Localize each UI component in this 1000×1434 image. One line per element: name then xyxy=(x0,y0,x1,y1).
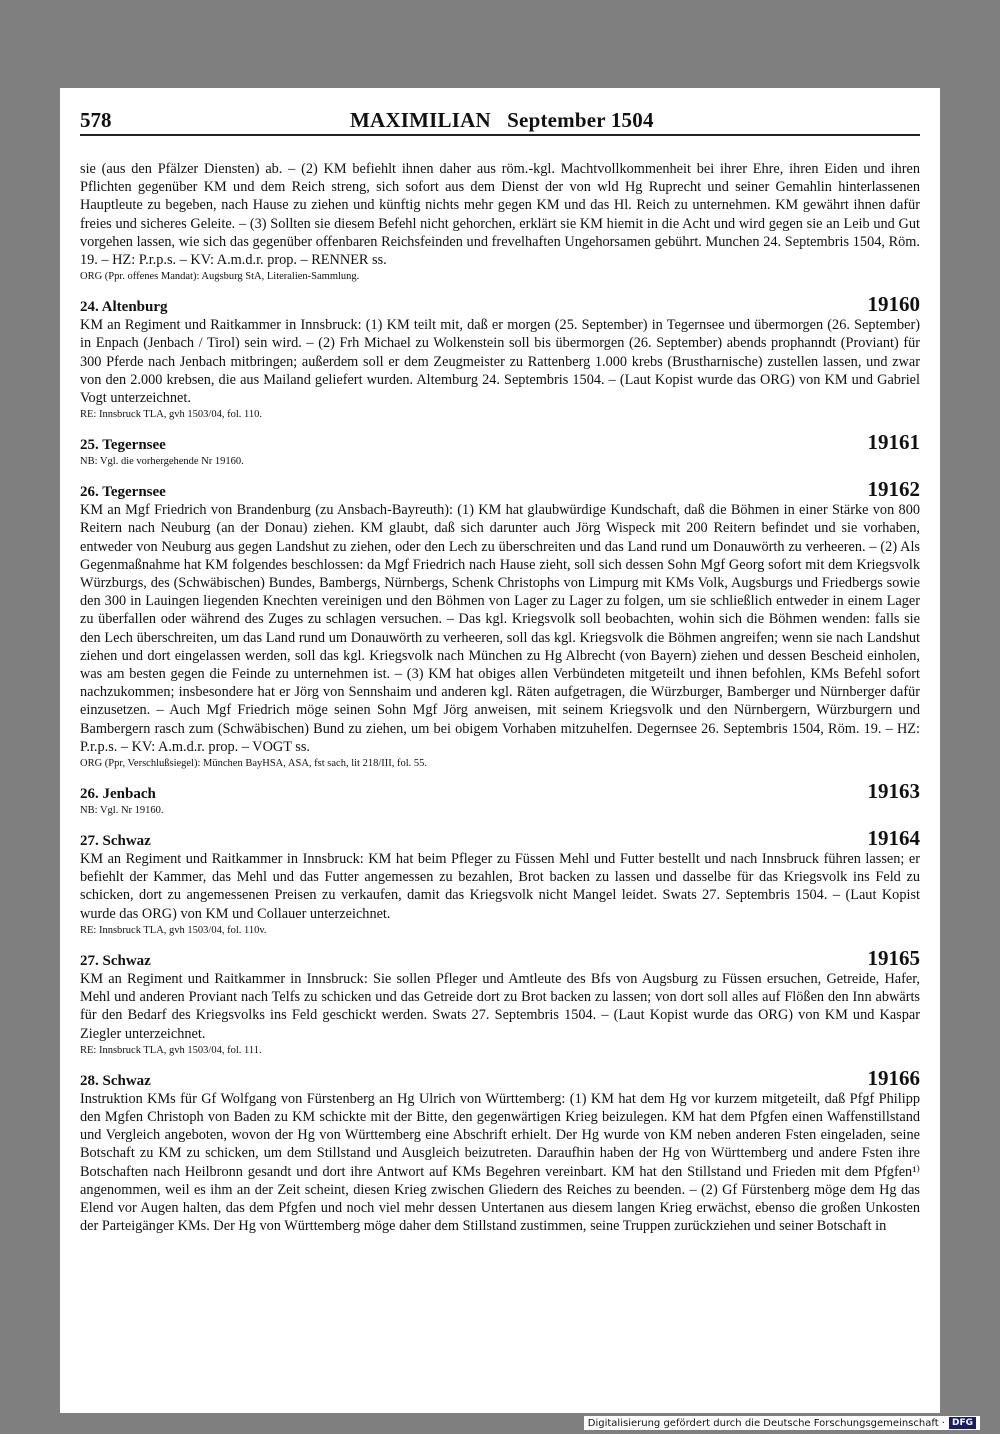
entry-location: 26. Jenbach xyxy=(80,786,156,803)
entry-location: 27. Schwaz xyxy=(80,833,151,850)
intro-text: sie (aus den Pfälzer Diensten) ab. – (2) KM befiehlt ihnen daher aus röm.-kgl. Machtvollkommenheit bei ihrer Ehre, ihren Eiden und ihren Pflichten gegenüber KM und dem Reich streng, sich sofort aus dem Dienst der von wld Hg Ruprecht und seiner Gemahlin hinterlassenen Hauptleute zu begeben, nach Hause zu ziehen und künftig nichts mehr gegen KM und das Hl. Reich zu unternehmen. KM gewährt ihnen dafür freies und sicheres Geleite. – (3) Sollten sie diesem Befehl nicht gehorchen, erklärt sie KM hiemit in die Acht und wird gegen sie an Leib und Gut vorgehen lassen, wie sich das gegenüber offenbaren Reichsfeinden und frevelhaften Ungehorsamen gebührt. Munchen 24. Septembris 1504, Röm. 19. – HZ: P.r.p.s. – KV: A.m.d.r. prop. – RENNER ss. xyxy=(80,161,920,269)
running-title: MAXIMILIAN September 1504 xyxy=(350,108,654,132)
entry-location: 28. Schwaz xyxy=(80,1072,151,1089)
footer-text: Digitalisierung gefördert durch die Deutsche Forschungsgemeinschaft · xyxy=(587,1417,945,1429)
entry xyxy=(80,293,920,422)
entry-source: NB: Vgl. Nr 19160. xyxy=(80,805,164,817)
entry xyxy=(80,431,920,469)
entry-number: 19160 xyxy=(867,292,920,317)
entry-location: 26. Tegernsee xyxy=(80,484,166,501)
intro-source: ORG (Ppr. offenes Mandat): Augsburg StA, Literalien-Sammlung. xyxy=(80,271,360,283)
entry-source: RE: Innsbruck TLA, gvh 1503/04, fol. 110v. xyxy=(80,924,267,936)
entry-location: 25. Tegernsee xyxy=(80,437,166,454)
entry-header xyxy=(80,947,920,970)
entry xyxy=(80,947,920,1058)
entry-location: 27. Schwaz xyxy=(80,952,151,969)
entry-header xyxy=(80,780,920,803)
entry-header xyxy=(80,1067,920,1090)
document-body xyxy=(80,160,920,1235)
digitization-footer xyxy=(584,1416,980,1430)
entry xyxy=(80,780,920,818)
entry-header xyxy=(80,478,920,501)
entry-source: RE: Innsbruck TLA, gvh 1503/04, fol. 110. xyxy=(80,409,262,421)
entry-text: KM an Regiment und Raitkammer in Innsbruck: (1) KM teilt mit, daß er morgen (25. September) in Tegernsee und übermorgen (26. September) in Enpach (Jenbach / Tirol) sein wird. – (2) Frh Michael zu Wolkenstein soll bis übermorgen (26. September) abends prophanndt (Proviant) für 300 Pferde nach Jenbach mitbringen; außerdem soll er dem Zeugmeister zu Rattenberg 1.000 krebs (Brustharnische) zustellen lassen, und zwar von den 2.000 krebsen, die aus Mailand geliefert wurden. Altemburg 24. Septembris 1504. – (Laut Kopist wurde das ORG) von KM und Gabriel Vogt unterzeichnet. xyxy=(80,317,920,407)
page-number: 578 xyxy=(80,108,112,132)
entry-header xyxy=(80,431,920,454)
entry xyxy=(80,478,920,771)
entry-number: 19161 xyxy=(867,430,920,455)
entry-number: 19165 xyxy=(867,945,920,970)
header-rule xyxy=(80,134,920,136)
entry-text: KM an Regiment und Raitkammer in Innsbruck: Sie sollen Pfleger und Amtleute des Bfs von Augsburg zu Füssen ersuchen, Getreide, Hafer, Mehl und anderen Proviant nach Telfs zu schicken und das Getreide dort zu Brot backen zu lassen; von dort soll alles auf Flößen den Inn abwärts für den Bedarf des Kriegsvolks ins Feld geschickt werden. Swats 27. Septembris 1504. – (Laut Kopist wurde das ORG) von KM und Kaspar Ziegler unterzeichnet. xyxy=(80,970,920,1042)
entry-source: NB: Vgl. die vorhergehende Nr 19160. xyxy=(80,456,244,468)
entry xyxy=(80,1067,920,1236)
running-header xyxy=(80,108,920,136)
entry xyxy=(80,827,920,938)
entry-number: 19164 xyxy=(867,826,920,851)
entry-source: RE: Innsbruck TLA, gvh 1503/04, fol. 111. xyxy=(80,1044,262,1056)
entry-number: 19166 xyxy=(867,1065,920,1090)
entry-number: 19162 xyxy=(867,477,920,502)
entry-text: Instruktion KMs für Gf Wolfgang von Fürstenberg an Hg Ulrich von Württemberg: (1) KM hat dem Hg vor kurzem mitgeteilt, daß Pfgf Philipp den Mgfen Christoph von Baden zu KM schickte mit der Bitte, den gegenwärtigen Krieg beizulegen. KM hat dem Pfgfen einen Waffenstillstand und Vergleich angeboten, wovon der Hg von Württemberg eine Abschrift erhielt. Der Hg wurde von KM neben anderen Fsten eingeladen, seine Botschaft zu KM zu schicken, um dem Stillstand und Ausgleich beizutreten. Daraufhin haben der Hg von Württemberg und andere Fsten ihre Botschaften nach Heilbronn gesandt und dort ihre Antwort auf KMs Begehren vereinbart. KM hat den Stillstand und Frieden mit dem Pfgfen¹⁾ angenommen, weil es ihm an der Zeit scheint, diesen Krieg zwischen Gliedern des Reiches zu beenden. – (2) Gf Fürstenberg möge dem Hg das Elend vor Augen halten, das dem Pfgfen und noch viel mehr dessen Untertanen aus diesem langen Krieg erwächst, ebenso die großen Unkosten der Parteigänger KMs. Der Hg von Württemberg möge daher dem Stillstand zustimmen, seine Truppen zurückziehen und seiner Botschaft in xyxy=(80,1090,920,1235)
entry-header xyxy=(80,293,920,316)
entry-text: KM an Regiment und Raitkammer in Innsbruck: KM hat beim Pfleger zu Füssen Mehl und Futter bestellt und nach Innsbruck führen lassen; er befiehlt der Kammer, das Mehl und das Futter angemessen zu bezahlen, Brot backen zu lassen und dasselbe für das Kriegsvolk ins Feld zu schicken, dort zu angemessenen Preisen zu verkaufen, damit das Kriegsvolk nicht Mangel leidet. Swats 27. Septembris 1504. – (Laut Kopist wurde das ORG) von KM und Collauer unterzeichnet. xyxy=(80,851,920,922)
dfg-logo: DFG xyxy=(949,1417,976,1429)
entry-number: 19163 xyxy=(867,779,920,804)
entry-text: KM an Mgf Friedrich von Brandenburg (zu Ansbach-Bayreuth): (1) KM hat glaubwürdige Kundschaft, daß die Böhmen in einer Stärke von 800 Reitern nach Neuburg (an der Donau) ziehen. KM glaubt, daß sich darunter auch Jörg Wispeck mit 200 Reitern befindet und sie vorhaben, entweder von Neuburg aus gegen Landshut zu ziehen, oder den Lech zu überschreiten und das Land rund um Donauwörth zu verheeren. – (2) Als Gegenmaßnahme hat KM folgendes beschlossen: da Mgf Friedrich nach Hause zieht, soll sich dessen Sohn Mgf Georg sofort mit dem Kriegsvolk Würzburgs, des (Schwäbischen) Bundes, Bambergs, Nürnbergs, Schenk Christophs von Limpurg mit KMs Volk, Augsburgs und Friedbergs sowie den 300 in Lauingen liegenden Knechten vereinigen und den Böhmen von Lager zu Lager zu folgen, um sie schließlich entweder in einem Lager zu überfallen oder während des Zuges zu schlagen versuchen. – Das kgl. Kriegsvolk soll beobachten, wohin sich die Böhmen wenden: falls sie den Lech überschreiten, um das Land rund um Donauwörth zu verheeren, soll das kgl. Kriegsvolk die Böhmen angreifen; wenn sie nach Landshut ziehen und dort eingelassen werden, soll das kgl. Kriegsvolk nach München zu Hg Albrecht (von Bayern) ziehen und dessen Bescheid einholen, was am besten gegen die Feinde zu unternehmen ist. – (3) KM hat obiges allen Verbündeten mitgeteilt und ihnen befohlen, KMs Befehl sofort nachzukommen; insbesondere hat er Jörg von Sennshaim und anderen kgl. Räten aufgetragen, die Würzburger, Bamberger und Nürnberger dafür einzusetzen. – Auch Mgf Friedrich möge seinen Sohn Mgf Jörg anweisen, mit seinem Kriegsvolk und den Nürnbergern, Würzburgern und Bambergern rasch zum (Schwäbischen) Bund zu ziehen, um bei obigem Vorhaben mitzuhelfen. Degernsee 26. Septembris 1504, Röm. 19. – HZ: P.r.p.s. – KV: A.m.d.r. prop. – VOGT ss. xyxy=(80,502,920,755)
entry-header xyxy=(80,827,920,850)
entry-source: ORG (Ppr, Verschlußsiegel): München BayHSA, ASA, fst sach, lit 218/III, fol. 55. xyxy=(80,758,428,770)
entry-location: 24. Altenburg xyxy=(80,299,168,316)
